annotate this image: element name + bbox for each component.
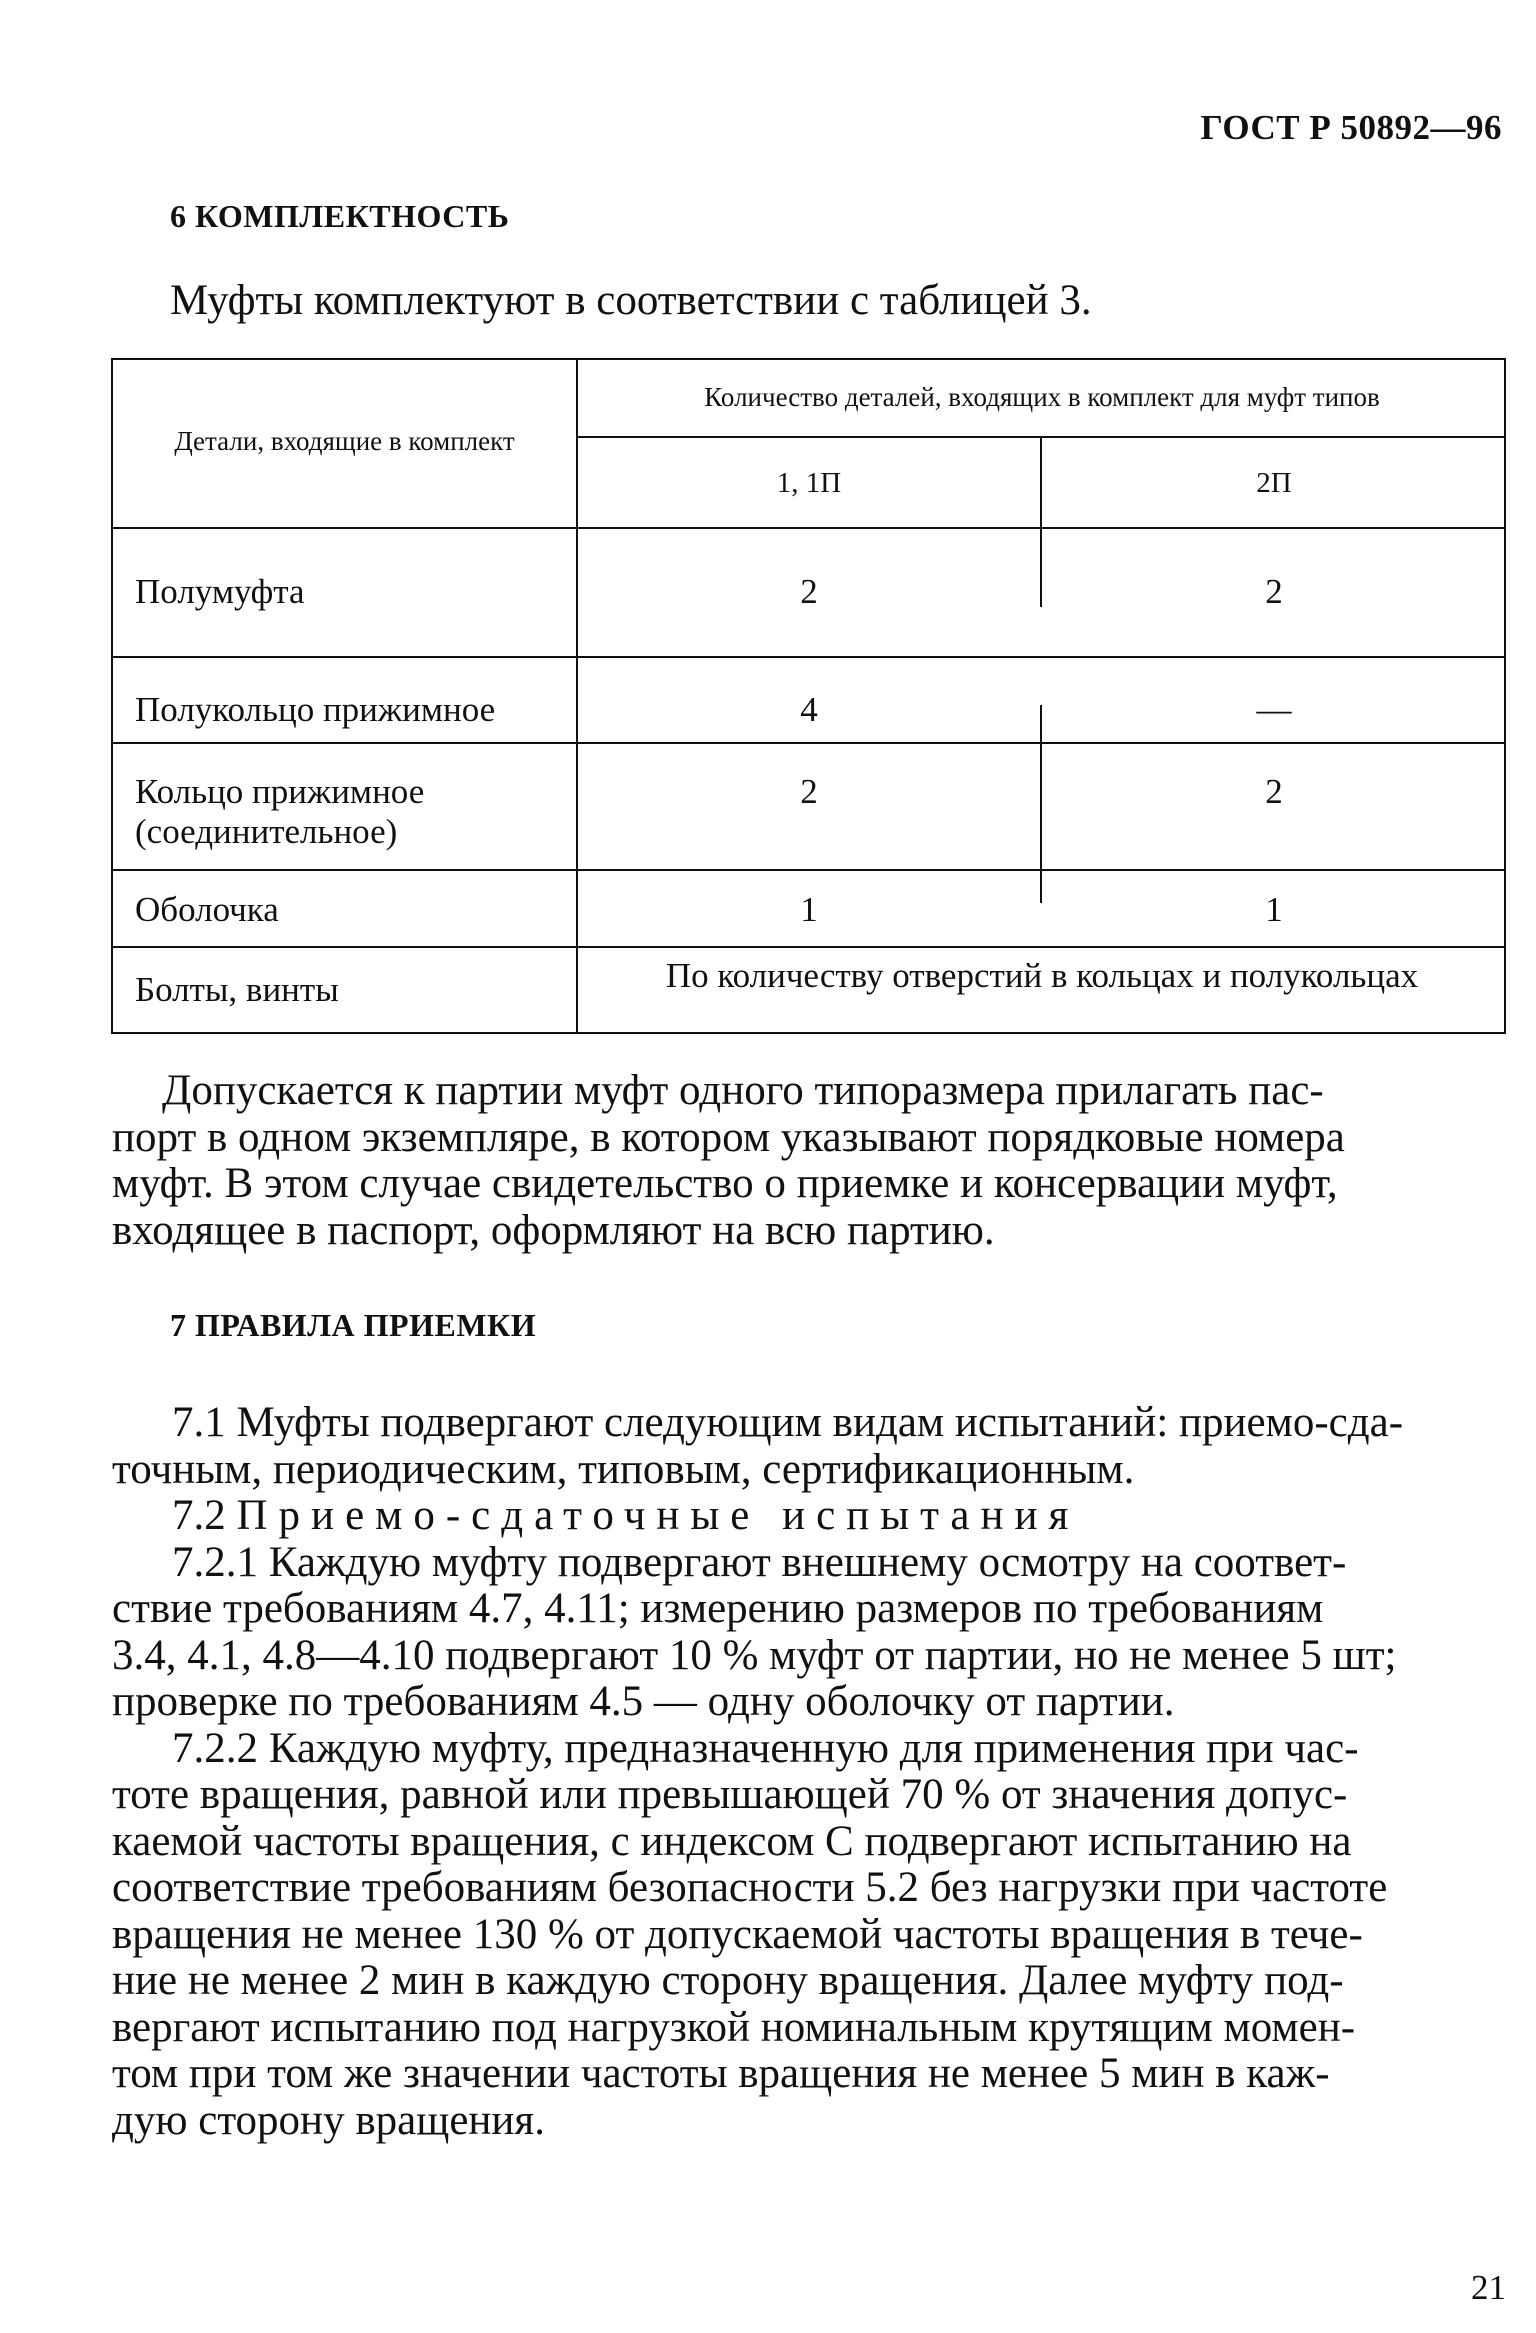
page-number: 21 [1471,2268,1506,2307]
table-row-qty-1: 2 [800,572,818,611]
para-batch: Допускается к партии муфт одного типоразмера прилагать пас- порт в одном экземпляре, в котором указывают порядковые номера муфт. В этом случае свидетельство о приемке и консервации муфт, входящее в паспорт, оформляют на всю партию. [112,1067,1345,1254]
type-header-1: 1, 1П [776,467,842,499]
table-row-qty-2: 1 [1265,890,1283,929]
table-row-part: Полумуфта [135,572,305,611]
table-row-part: Полукольцо прижимное [135,690,496,729]
standard-code: ГОСТ Р 50892—96 [1200,108,1502,147]
table-row-part-line2: (соединительное) [135,812,398,851]
section-7-title: 7 ПРАВИЛА ПРИЕМКИ [170,1307,537,1343]
table-row-qty-1: 1 [800,890,818,929]
p72-title: Приемо-сдаточные испытания [236,1492,1080,1539]
col-parts-header: Детали, входящие в комплект [174,426,515,456]
table-row-qty-2: — [1256,690,1292,729]
table-row-qty-2: 2 [1265,572,1283,611]
section-6-intro: Муфты комплектуют в соответствии с таблицей 3. [170,277,1092,324]
table-row-qty-2: 2 [1265,772,1283,811]
table-row-qty-1: 2 [800,772,818,811]
table-row-part-line1: Кольцо прижимное [135,772,425,811]
type-header-2: 2П [1256,467,1292,499]
section-6-title: 6 КОМПЛЕКТНОСТЬ [170,198,510,234]
table-row-qty-1: 4 [800,690,818,729]
table-row-merged: По количеству отверстий в кольцах и полукольцах [665,956,1419,995]
table-row-part: Болты, винты [135,970,339,1009]
table-3 [111,358,1506,1034]
p72-num: 7.2 [172,1492,226,1539]
table-row-part: Оболочка [135,890,279,929]
col-qty-header: Количество деталей, входящих в комплект для муфт типов [704,382,1380,412]
para-7-1: 7.1 Муфты подвергают следующим видам испытаний: приемо-сда- точным, периодическим, типовым, сертификационным. 7.2 Приемо-сдаточные испытания 7.2.1 Каждую муфту подвергают внешнему осмотру на соответ- ствие требованиям 4.7, 4.11; измерению размеров по требованиям 3.4, 4.1, 4.8—4.10 подвергают 10 % муфт от партии, но не менее 5 шт; проверке по требованиям 4.5 — одну оболочку от партии. 7.2.2 Каждую муфту, предназначенную для применения при час- тоте вращения, равной или превышающей 70 % от значения допус- каемой частоты вращения, с индексом С подвергают испытанию на соответствие требованиям безопасности 5.2 без нагрузки при частоте вращения не менее 130 % от допускаемой частоты вращения в тече- ние не менее 2 мин в каждую сторону вращения. Далее муфту под- вергают испытанию под нагрузкой номинальным крутящим момен- том при том же значении частоты вращения не менее 5 мин в каж- дую сторону вращения. [112,1399,1404,2144]
